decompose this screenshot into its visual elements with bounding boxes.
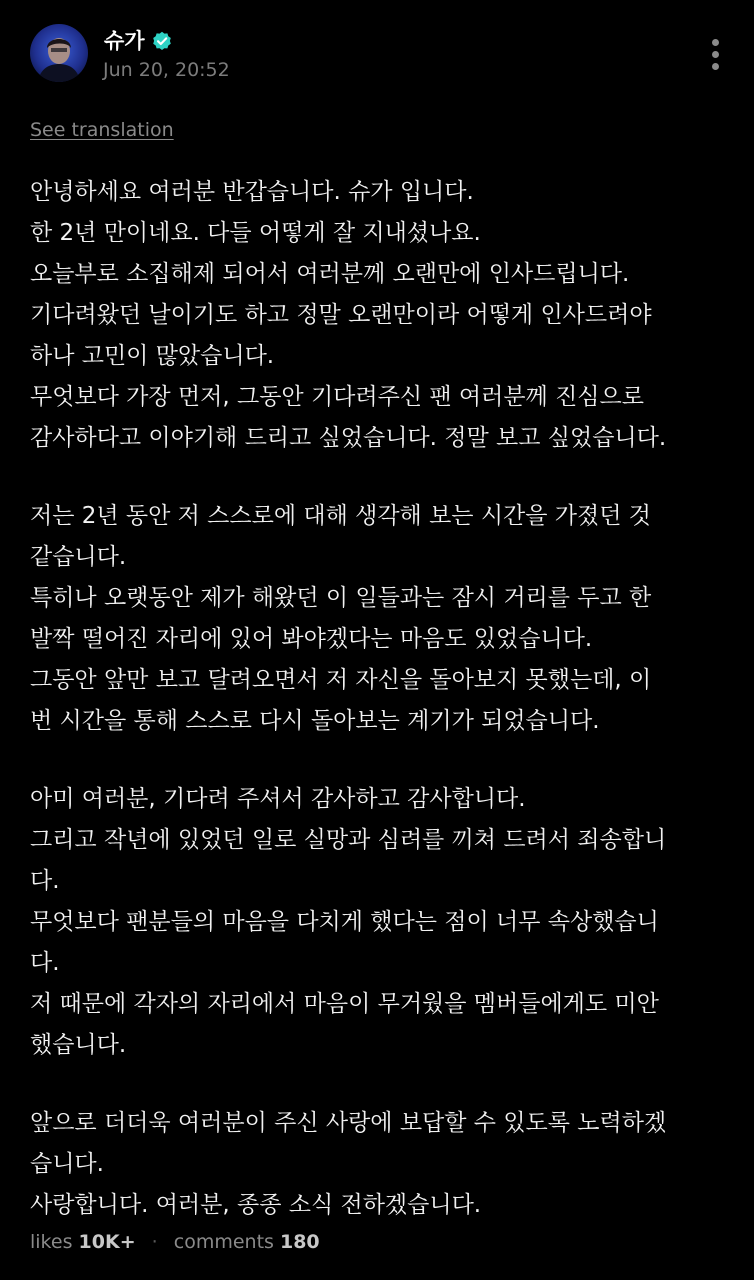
more-vertical-icon bbox=[712, 39, 719, 46]
paragraph bbox=[30, 496, 730, 742]
post-text-line: 다. bbox=[30, 868, 60, 894]
avatar[interactable] bbox=[30, 24, 88, 82]
post-text-line: 기다려왔던 날이기도 하고 정말 오랜만이라 어떻게 인사드려야 bbox=[30, 302, 652, 328]
post-text-line: 번 시간을 통해 스스로 다시 돌아보는 계기가 되었습니다. bbox=[30, 708, 600, 734]
post-text-line: 감사하다고 이야기해 드리고 싶었습니다. 정말 보고 싶었습니다. bbox=[30, 425, 667, 451]
more-vertical-icon-dot bbox=[712, 51, 719, 58]
post-text-line: 저 때문에 각자의 자리에서 마음이 무거웠을 멤버들에게도 미안 bbox=[30, 991, 659, 1017]
post-text-line: 특히나 오랫동안 제가 해왔던 이 일들과는 잠시 거리를 두고 한 bbox=[30, 585, 652, 611]
paragraph bbox=[30, 172, 730, 459]
more-vertical-icon-dot bbox=[712, 63, 719, 70]
post-stats bbox=[30, 1228, 320, 1256]
paragraph-gap bbox=[30, 1066, 730, 1103]
paragraph bbox=[30, 1103, 730, 1226]
comments-label: comments bbox=[173, 1231, 274, 1253]
more-options-button[interactable] bbox=[700, 36, 730, 72]
likes-stat[interactable] bbox=[30, 1231, 142, 1253]
post-text-line: 한 2년 만이네요. 다들 어떻게 잘 지내셨나요. bbox=[30, 220, 481, 246]
see-translation-link[interactable]: See translation bbox=[30, 119, 174, 141]
post-body bbox=[30, 172, 730, 1226]
post-text-line: 저는 2년 동안 저 스스로에 대해 생각해 보는 시간을 가졌던 것 bbox=[30, 503, 651, 529]
stats-separator: · bbox=[151, 1231, 158, 1253]
paragraph-gap bbox=[30, 742, 730, 779]
post-text-line: 무엇보다 가장 먼저, 그동안 기다려주신 팬 여러분께 진심으로 bbox=[30, 384, 644, 410]
post-text-line: 안녕하세요 여러분 반갑습니다. 슈가 입니다. bbox=[30, 179, 474, 205]
comments-stat[interactable] bbox=[174, 1231, 320, 1253]
post-text-line: 오늘부로 소집해제 되어서 여러분께 오랜만에 인사드립니다. bbox=[30, 261, 630, 287]
post-text-line: 아미 여러분, 기다려 주셔서 감사하고 감사합니다. bbox=[30, 786, 526, 812]
paragraph-gap bbox=[30, 459, 730, 496]
verified-badge-icon bbox=[152, 31, 172, 51]
post-text-line: 했습니다. bbox=[30, 1032, 127, 1058]
post-text-line: 무엇보다 팬분들의 마음을 다치게 했다는 점이 너무 속상했습니 bbox=[30, 909, 659, 935]
post-text-line: 다. bbox=[30, 950, 60, 976]
author-name[interactable]: 슈가 bbox=[104, 29, 145, 53]
post-text-line: 같습니다. bbox=[30, 544, 127, 570]
paragraph bbox=[30, 779, 730, 1066]
likes-label: likes bbox=[30, 1231, 73, 1253]
post-timestamp: Jun 20, 20:52 bbox=[103, 59, 230, 81]
comments-count: 180 bbox=[279, 1231, 320, 1253]
post-text-line: 사랑합니다. 여러분, 종종 소식 전하겠습니다. bbox=[30, 1192, 482, 1218]
post-text-line: 발짝 떨어진 자리에 있어 봐야겠다는 마음도 있었습니다. bbox=[30, 626, 593, 652]
post-text-line: 앞으로 더더욱 여러분이 주신 사랑에 보답할 수 있도록 노력하겠 bbox=[30, 1110, 667, 1136]
likes-count: 10K+ bbox=[78, 1231, 136, 1253]
post-text-line: 그동안 앞만 보고 달려오면서 저 자신을 돌아보지 못했는데, 이 bbox=[30, 667, 652, 693]
post-header bbox=[30, 24, 730, 84]
post-text-line: 그리고 작년에 있었던 일로 실망과 심려를 끼쳐 드려서 죄송합니 bbox=[30, 827, 667, 853]
post-text-line: 하나 고민이 많았습니다. bbox=[30, 343, 275, 369]
post-text-line: 습니다. bbox=[30, 1151, 104, 1177]
